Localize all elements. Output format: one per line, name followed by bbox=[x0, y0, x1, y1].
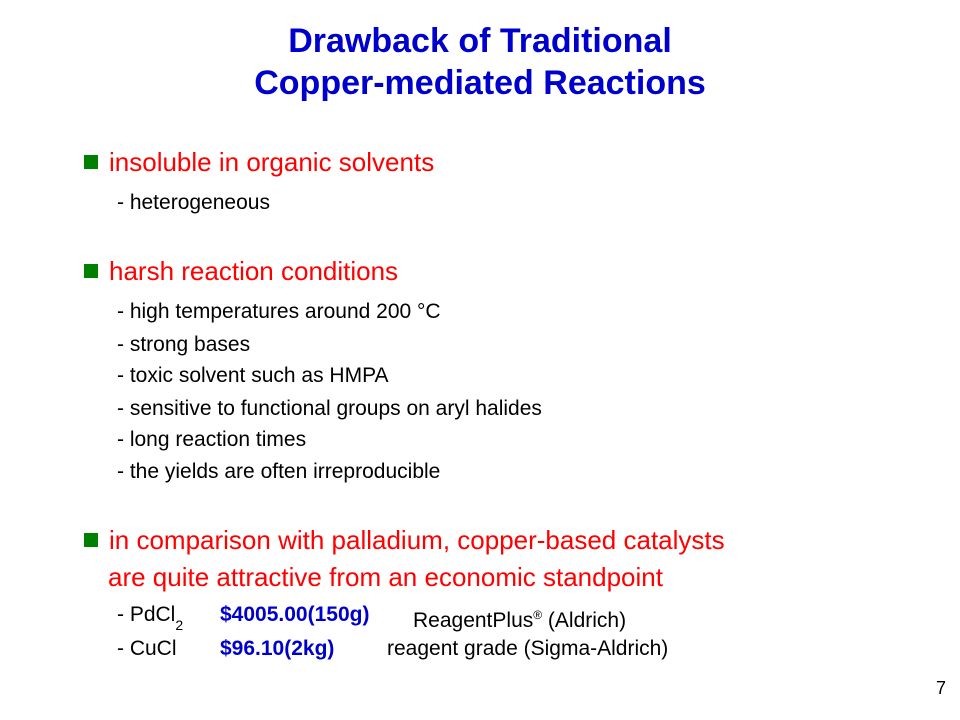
page-number: 7 bbox=[935, 678, 946, 698]
bullet-insoluble bbox=[84, 145, 434, 179]
bullet-text-line-1: in comparison with palladium, copper-based catalysts bbox=[109, 525, 725, 555]
title-line-1: Drawback of Traditional bbox=[288, 22, 672, 60]
sub-item: - strong bases bbox=[117, 333, 251, 356]
bullet-text: harsh reaction conditions bbox=[109, 256, 399, 286]
square-bullet-icon bbox=[84, 264, 98, 278]
bullet-text-line-2: are quite attractive from an economic standpoint bbox=[108, 562, 663, 592]
sub-item: - high temperatures around 200 °C bbox=[117, 300, 441, 323]
price-note: ReagentPlus® (Aldrich) bbox=[413, 608, 627, 632]
price-value: $96.10(2kg) bbox=[220, 637, 335, 660]
bullet-economic bbox=[84, 523, 725, 557]
sub-item: - the yields are often irreproducible bbox=[117, 460, 441, 483]
registered-mark: ® bbox=[533, 608, 543, 622]
subscript: 2 bbox=[175, 617, 184, 634]
bullet-harsh-conditions bbox=[84, 254, 398, 288]
square-bullet-icon bbox=[84, 155, 98, 169]
sub-item: - long reaction times bbox=[117, 428, 307, 451]
sub-item: - heterogeneous bbox=[117, 191, 270, 214]
bullet-text: insoluble in organic solvents bbox=[109, 147, 435, 177]
compound-label: - CuCl bbox=[117, 637, 177, 660]
price-note: reagent grade (Sigma-Aldrich) bbox=[387, 637, 669, 660]
square-bullet-icon bbox=[84, 533, 98, 547]
slide-title bbox=[0, 20, 960, 104]
title-line-2: Copper-mediated Reactions bbox=[254, 64, 706, 102]
price-value: $4005.00(150g) bbox=[220, 603, 370, 626]
sub-item: - toxic solvent such as HMPA bbox=[117, 364, 389, 387]
compound-label: - PdCl$_2$ bbox=[117, 603, 184, 634]
bullet-economic-continued bbox=[84, 560, 663, 594]
sub-item: - sensitive to functional groups on aryl halides bbox=[117, 397, 542, 420]
